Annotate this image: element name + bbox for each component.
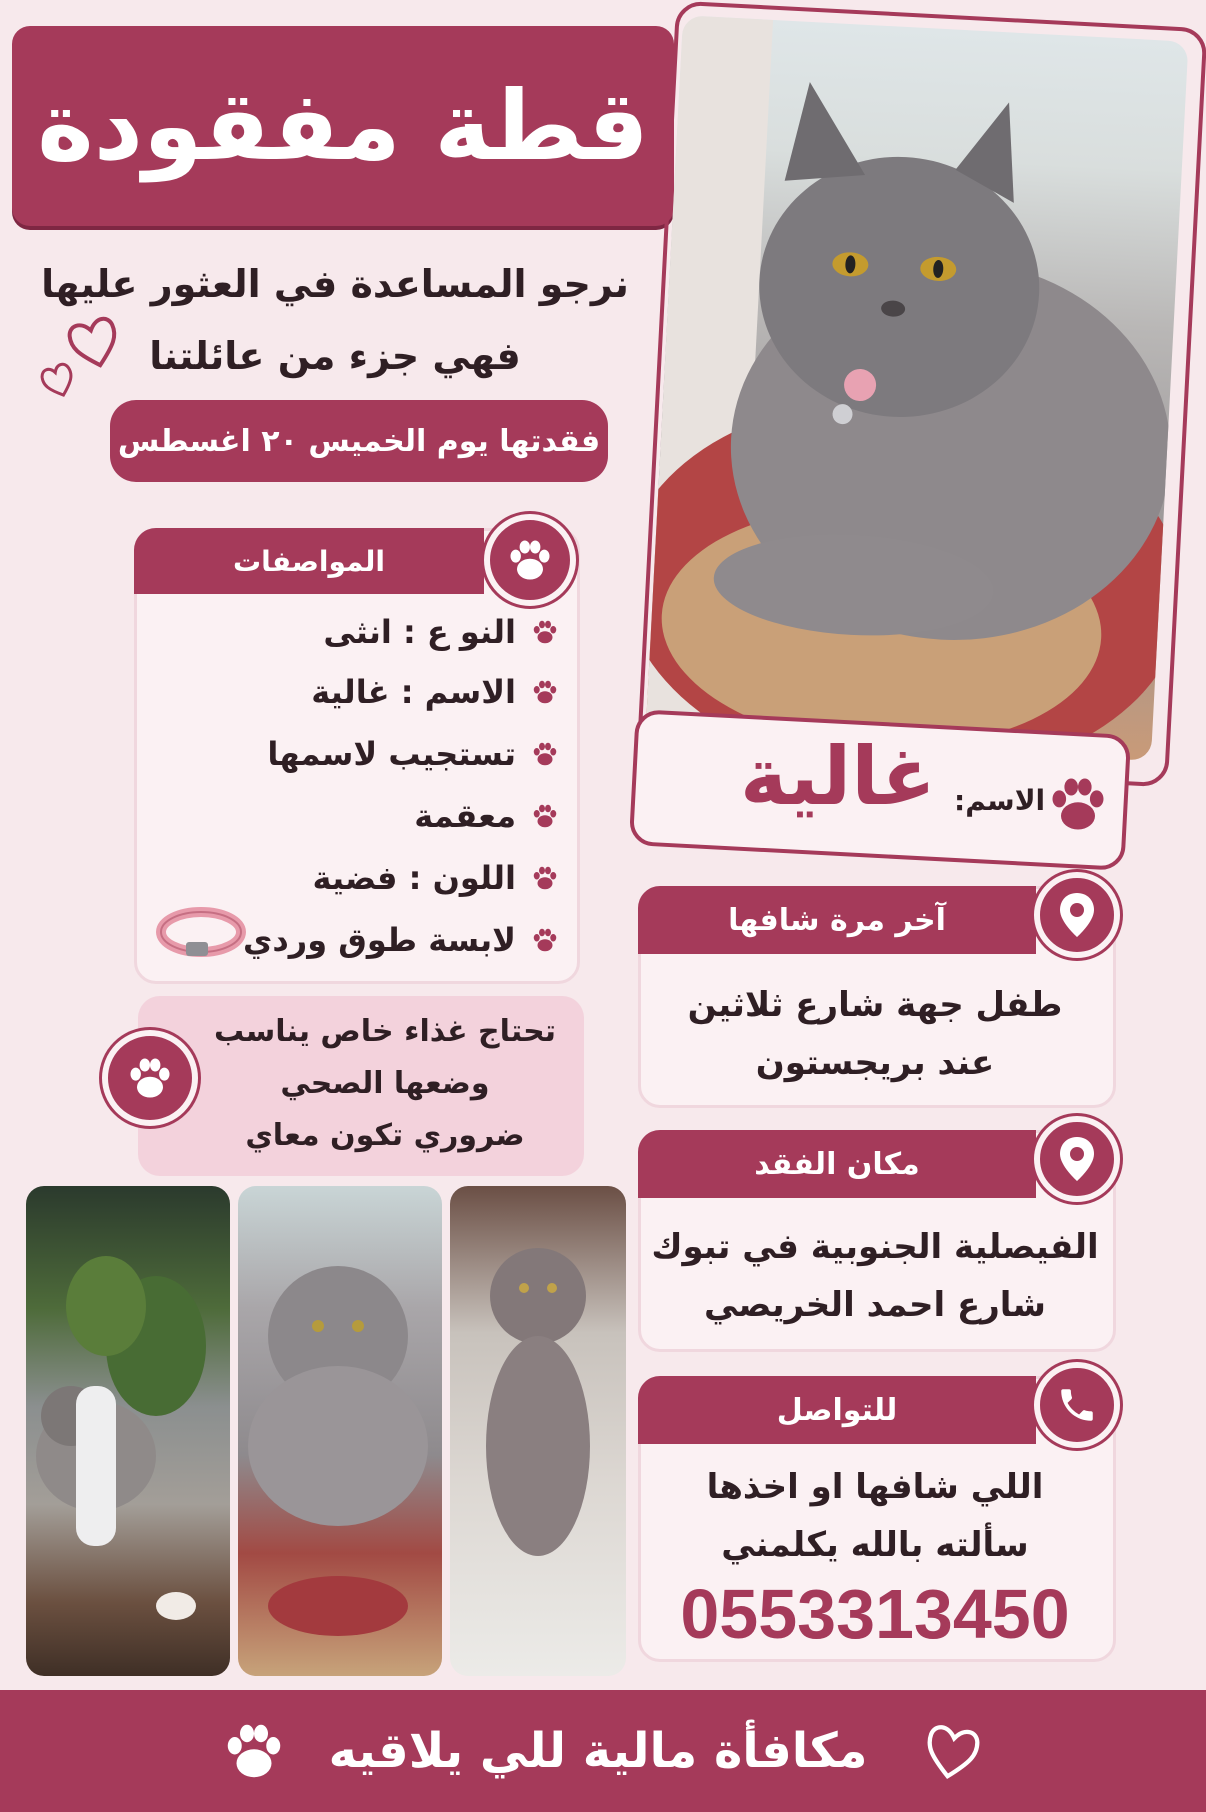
contact-heading-text: للتواصل [776, 1392, 898, 1428]
spec-row [180, 602, 560, 662]
spec-text: اللون : فضية [312, 859, 516, 897]
last-seen-line: طفل جهة شارع ثلاثين [687, 985, 1063, 1025]
cat-name-label: الاسم: [954, 784, 1046, 817]
food-note-line: وضعها الصحي [280, 1066, 490, 1101]
cat-photo [450, 1186, 626, 1676]
poster-title-box [12, 26, 674, 226]
specs-heading-text: المواصفات [233, 544, 385, 578]
subtitle [30, 248, 640, 392]
contact-line: سألته بالله يكلمني [721, 1525, 1029, 1565]
food-note-text [200, 1006, 570, 1162]
location-pin-icon [1034, 1116, 1120, 1202]
specs-heading [134, 528, 484, 594]
contact-line: اللي شافها او اخذها [706, 1467, 1044, 1507]
paw-icon [530, 617, 560, 647]
lost-place-line: شارع احمد الخريصي [703, 1285, 1046, 1325]
spec-text: معقمة [414, 797, 516, 835]
spec-row [180, 848, 560, 908]
cat-main-photo [646, 15, 1189, 760]
lost-place-heading-text: مكان الفقد [754, 1146, 920, 1182]
lost-place-heading [638, 1130, 1036, 1198]
reward-footer [0, 1690, 1206, 1812]
spec-text: الاسم : غالية [311, 673, 516, 711]
last-seen-body [650, 976, 1100, 1092]
food-note-line: تحتاج غذاء خاص يناسب [213, 1014, 557, 1049]
last-seen-heading-text: آخر مرة شافها [728, 902, 946, 938]
paw-icon [530, 739, 560, 769]
subtitle-line: نرجو المساعدة في العثور عليها [41, 262, 629, 306]
last-seen-heading [638, 886, 1036, 954]
cat-name: غالية [740, 730, 936, 823]
paw-icon [219, 1716, 289, 1786]
reward-text: مكافأة مالية للي يلاقيه [328, 1723, 868, 1779]
lost-date-text: فقدتها يوم الخميس ٢٠ اغسطس [117, 423, 601, 459]
cat-photo [238, 1186, 442, 1676]
last-seen-line: عند بريجستون [755, 1043, 995, 1083]
phone-number[interactable]: 0553313450 [680, 1575, 1070, 1653]
lost-place-body [650, 1218, 1100, 1334]
subtitle-line: فهي جزء من عائلتنا [149, 334, 521, 378]
paw-icon [530, 677, 560, 707]
spec-row [180, 662, 560, 722]
location-pin-icon [1034, 872, 1120, 958]
contact-heading [638, 1376, 1036, 1444]
spec-row [180, 724, 560, 784]
spec-row [180, 786, 560, 846]
paw-icon [1044, 770, 1112, 838]
poster-title: قطة مفقودة [37, 70, 649, 182]
lost-place-line: الفيصلية الجنوبية في تبوك [651, 1227, 1099, 1267]
contact-body [650, 1458, 1100, 1574]
lost-date-pill [110, 400, 608, 482]
phone-icon [1034, 1362, 1120, 1448]
paw-icon [530, 925, 560, 955]
paw-icon [530, 863, 560, 893]
paw-icon [530, 801, 560, 831]
collar-icon [156, 902, 246, 962]
paw-icon [102, 1030, 198, 1126]
spec-text: لابسة طوق وردي [243, 921, 516, 959]
food-note-line: ضروري تكون معاي [245, 1118, 525, 1153]
paw-icon [484, 514, 576, 606]
spec-text: النو ع : انثى [323, 613, 516, 651]
cat-photo [26, 1186, 230, 1676]
heart-icon [917, 1719, 987, 1783]
spec-text: تستجيب لاسمها [267, 735, 516, 773]
